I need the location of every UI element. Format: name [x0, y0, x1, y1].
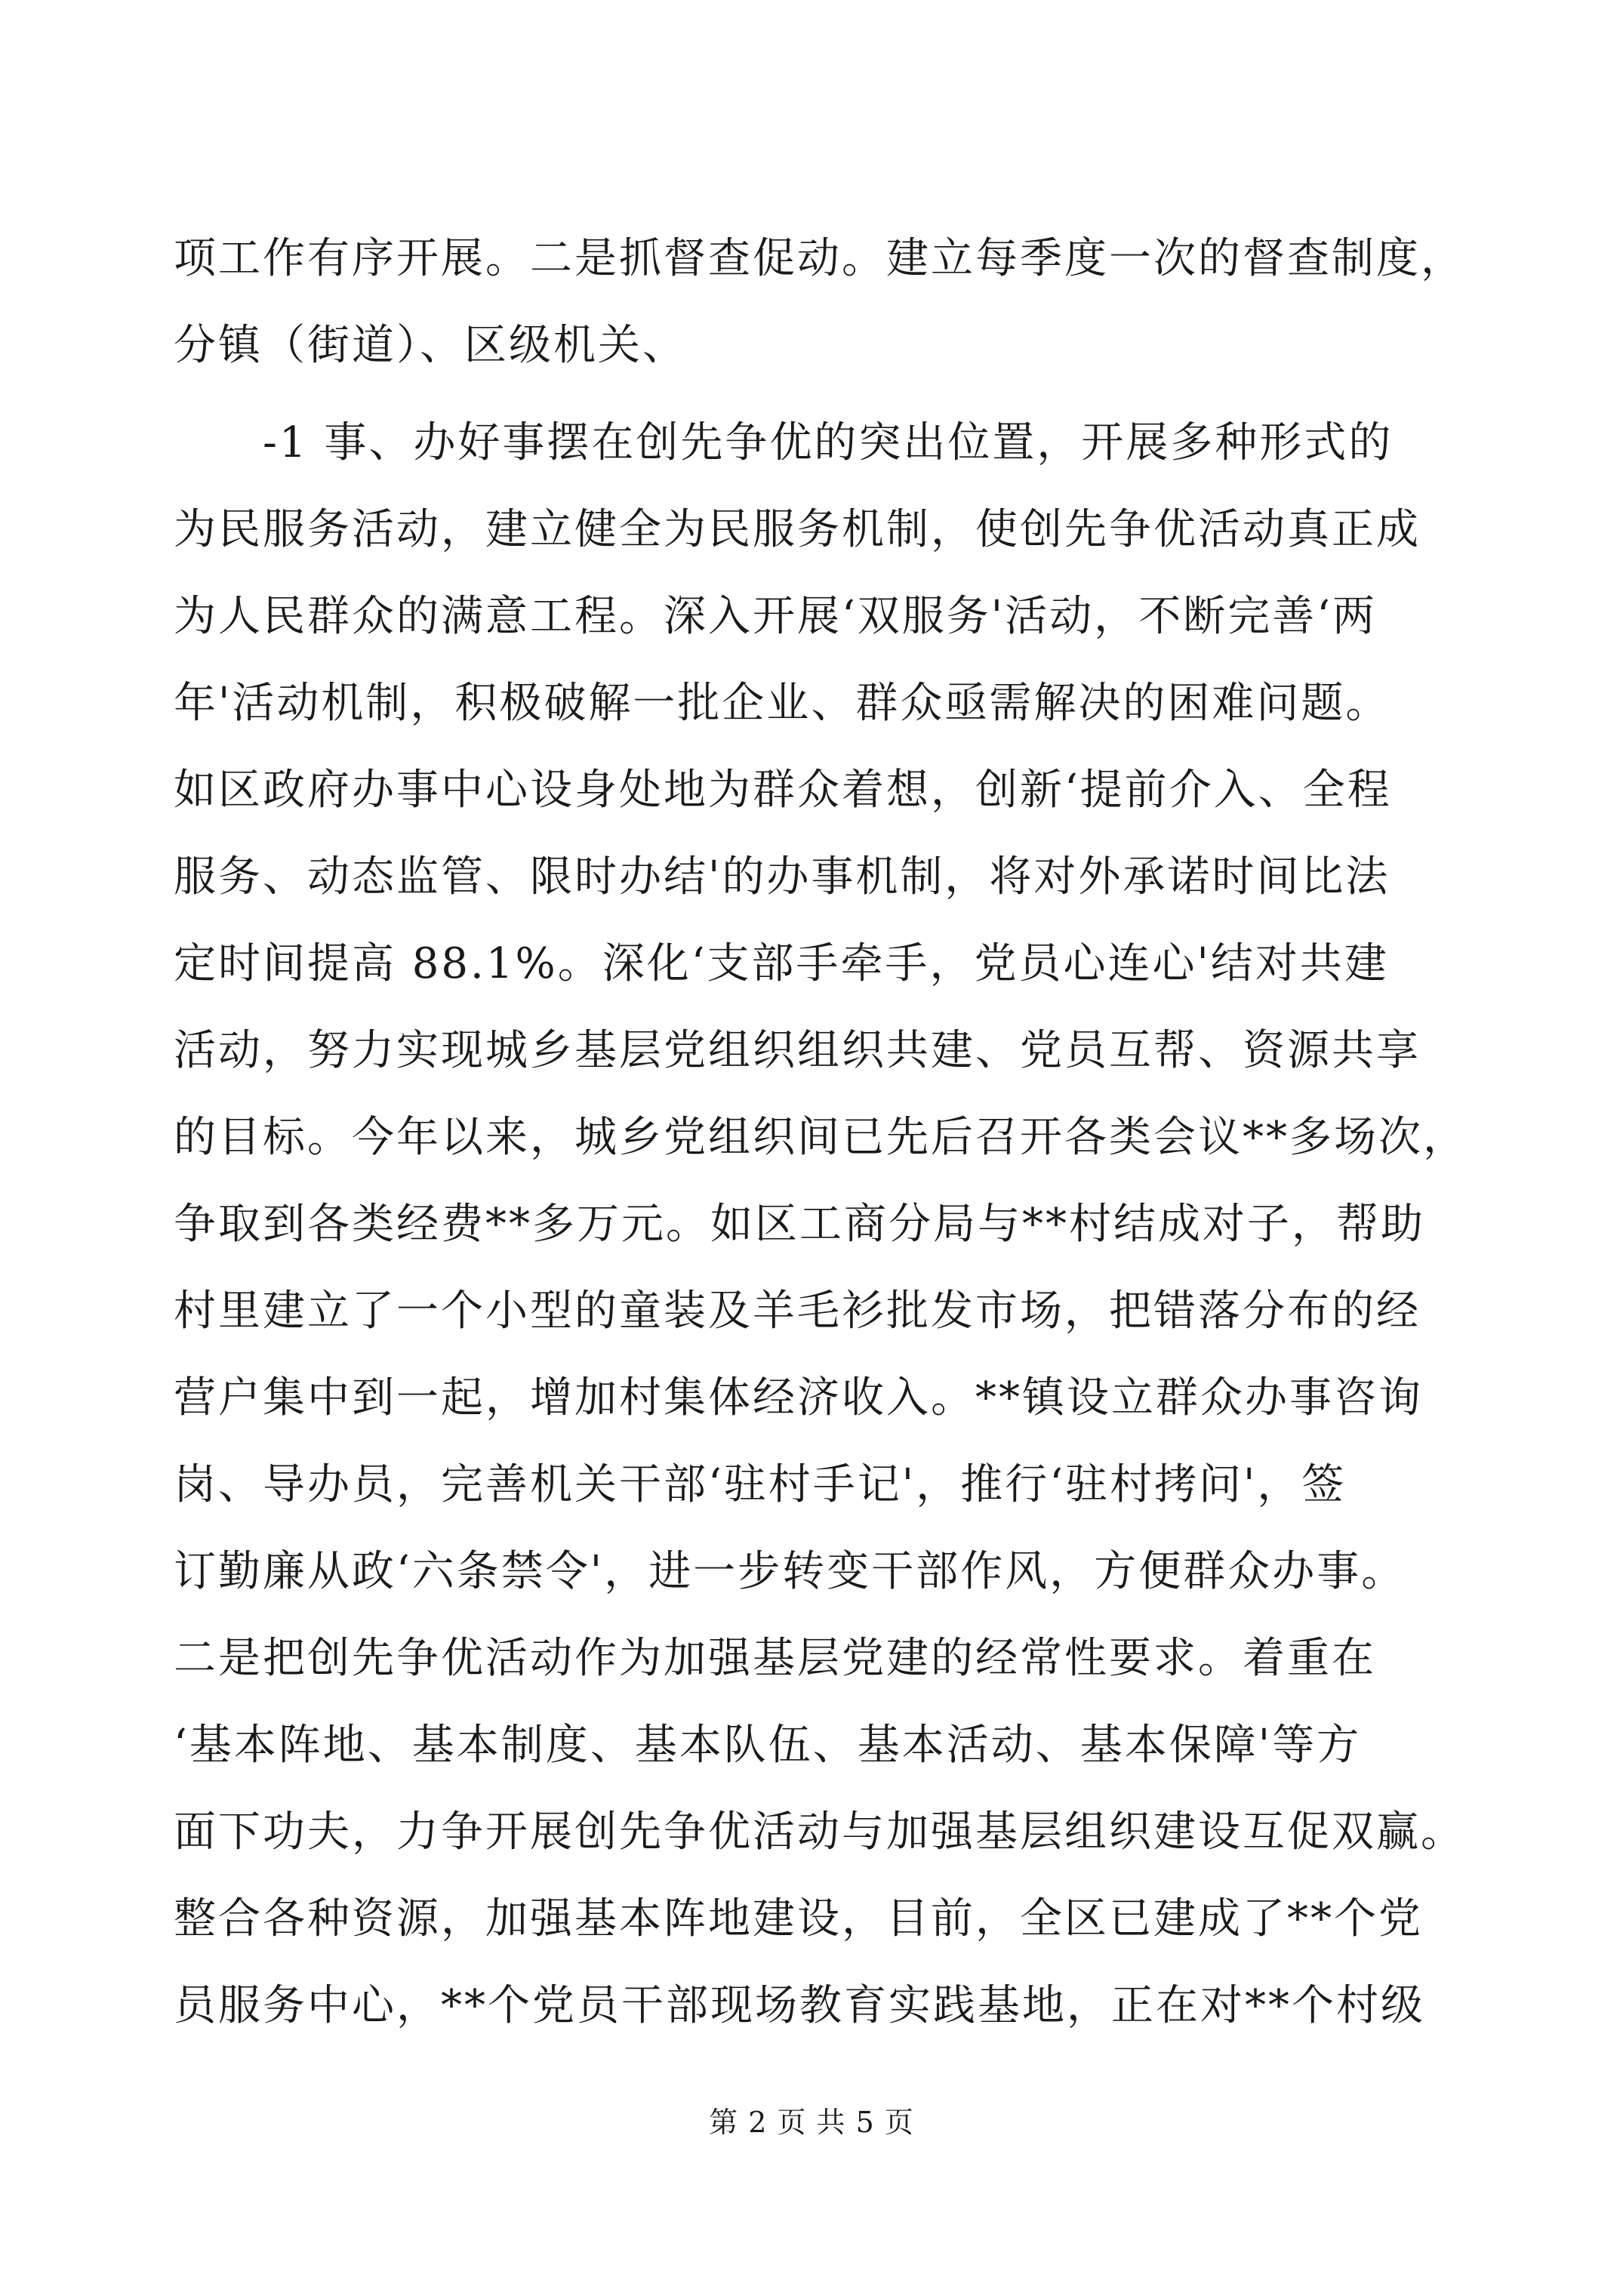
text-line: 服务、动态监管、限时办结'的办事机制，将对外承诺时间比法	[174, 852, 1390, 901]
body-text	[174, 215, 1467, 2049]
text-line: 村里建立了一个小型的童装及羊毛衫批发市场，把错落分布的经	[174, 1287, 1421, 1336]
text-line: 岗、导办员，完善机关干部‘驻村手记'，推行‘驻村拷问'，签	[174, 1460, 1347, 1509]
text-line: 面下功夫，力争开展创先争优活动与加强基层组织建设互促双赢。	[174, 1808, 1465, 1857]
text-line: 的目标。今年以来，城乡党组织间已先后召开各类会议**多场次，	[174, 1113, 1467, 1162]
text-line: -1 事、办好事摆在创先争优的突出位置，开展多种形式的	[174, 418, 1394, 467]
text-line: 营户集中到一起，增加村集体经济收入。**镇设立群众办事咨询	[174, 1373, 1423, 1422]
text-line: 整合各种资源，加强基本阵地建设，目前，全区已建成了**个党	[174, 1894, 1423, 1943]
text-line: 项工作有序开展。二是抓督查促动。建立每季度一次的督查制度，	[174, 234, 1465, 283]
text-line: 为人民群众的满意工程。深入开展‘双服务'活动，不断完善‘两	[174, 592, 1377, 641]
text-line: 员服务中心，**个党员干部现场教育实践基地，正在对**个村级	[174, 1981, 1425, 2030]
text-line: 如区政府办事中心设身处地为群众着想，创新‘提前介入、全程	[174, 766, 1392, 815]
text-line: ‘基本阵地、基本制度、基本队伍、基本活动、基本保障'等方	[174, 1721, 1362, 1770]
text-line: 二是把创先争优活动作为加强基层党建的经常性要求。着重在	[174, 1634, 1376, 1683]
text-line: 为民服务活动，建立健全为民服务机制，使创先争优活动真正成	[174, 505, 1421, 554]
text-line: 年'活动机制，积极破解一批企业、群众亟需解决的困难问题。	[174, 679, 1390, 728]
text-line: 分镇（街道）、区级机关、	[174, 321, 687, 370]
text-line: 定时间提高 88.1%。深化‘支部手牵手，党员心连心'结对共建	[174, 939, 1389, 988]
text-line: 活动，努力实现城乡基层党组织组织共建、党员互帮、资源共享	[174, 1026, 1421, 1075]
page-number-footer: 第 2 页 共 5 页	[709, 2106, 914, 2139]
text-line: 订勤廉从政‘六条禁令'，进一步转变干部作风，方便群众办事。	[174, 1547, 1406, 1596]
text-line: 争取到各类经费**多万元。如区工商分局与**村结成对子，帮助	[174, 1200, 1425, 1249]
